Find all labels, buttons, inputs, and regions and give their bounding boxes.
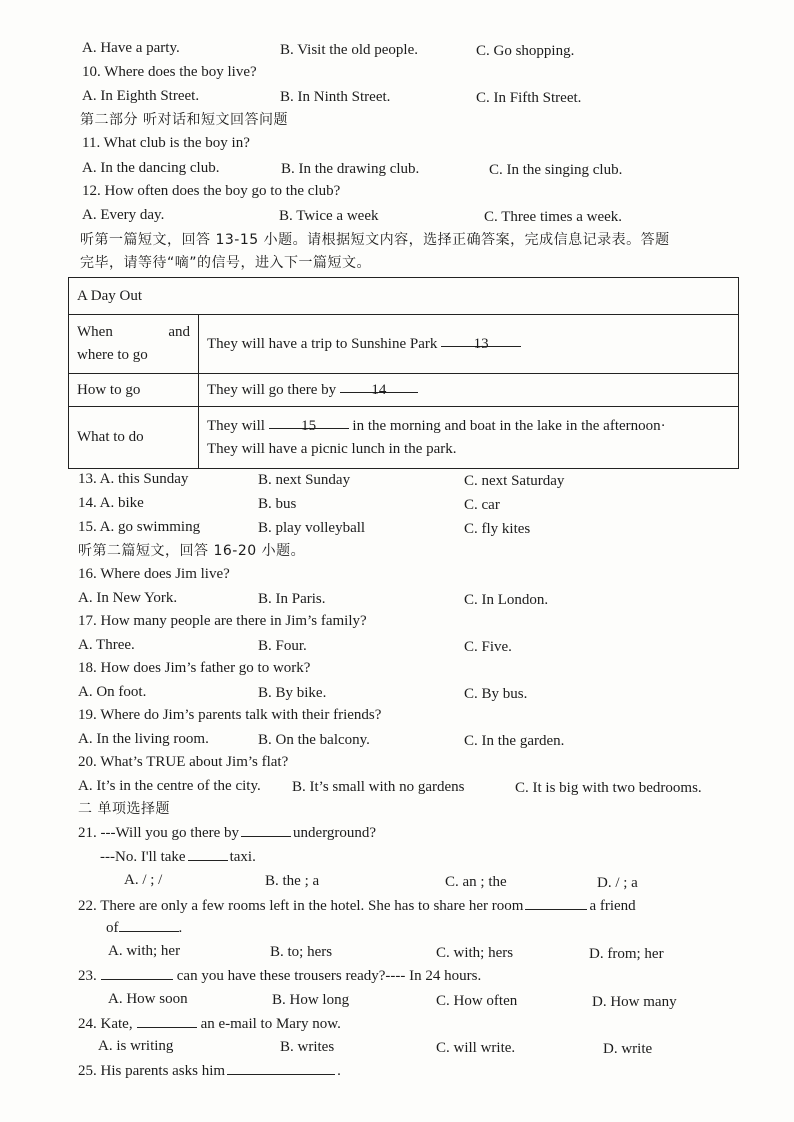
q22-option-d: D. from; her [589,946,664,962]
q12-option-c: C. Three times a week. [484,209,623,225]
q15-option-b: B. play volleyball [258,520,366,536]
q25-blank [227,1061,335,1075]
q20-stem: 20. What’s TRUE about Jim’s flat? [78,754,289,770]
q16-option-a: A. In New York. [78,590,178,606]
q23-option-c: C. How often [436,993,518,1009]
q10-stem: 10. Where does the boy live? [82,64,257,80]
part2-heading: 第二部分 听对话和短文回答问题 [80,112,288,128]
q17-option-b: B. Four. [258,638,307,654]
q11-option-c: C. In the singing club. [489,162,623,178]
table-label-how-to-go: How to go [69,374,199,407]
q24-option-a: A. is writing [98,1038,174,1054]
q15-option-a: 15. A. go swimming [78,519,201,535]
table-cell-how-to-go: They will go there by 14 [199,374,739,407]
q9-option-b: B. Visit the old people. [280,42,418,58]
q10-option-c: C. In Fifth Street. [476,90,582,106]
q19-option-a: A. In the living room. [78,731,209,747]
q21-option-c: C. an ; the [445,874,507,890]
q18-option-a: A. On foot. [78,684,147,700]
q17-option-a: A. Three. [78,637,135,653]
q19-option-c: C. In the garden. [464,733,565,749]
q24-blank [137,1014,197,1028]
q21-option-a: A. / ; / [124,872,163,888]
q13-option-b: B. next Sunday [258,472,351,488]
q20-option-c: C. It is big with two bedrooms. [515,780,702,796]
q11-stem: 11. What club is the boy in? [82,135,250,151]
q15-option-c: C. fly kites [464,521,531,537]
q21-line-2: ---No. I'll take taxi. [100,849,256,865]
q9-option-a: A. Have a party. [82,40,180,56]
q21-blank-1 [241,823,291,837]
q16-option-c: C. In London. [464,592,549,608]
q24-stem: 24. Kate, an e-mail to Mary now. [78,1016,341,1032]
q23-option-d: D. How many [592,994,677,1010]
q14-option-b: B. bus [258,496,297,512]
blank-14: 14 [340,379,418,393]
instruction-passage-1-line-2: 完毕，请等待“嘀”的信号，进入下一篇短文。 [80,255,372,271]
q14-option-a: 14. A. bike [78,495,144,511]
q22-blank-1 [525,896,587,910]
q16-option-b: B. In Paris. [258,591,326,607]
q22-option-a: A. with; her [108,943,181,959]
table-title: A Day Out [69,278,739,315]
section-2-heading: 二 单项选择题 [78,801,170,817]
q13-option-a: 13. A. this Sunday [78,471,189,487]
table-cell-what-to-do: They will 15 in the morning and boat in the lake in the afternoon· They will have a picnic lunch in the park. [199,407,739,469]
q11-option-a: A. In the dancing club. [82,160,220,176]
q19-stem: 19. Where do Jim’s parents talk with their friends? [78,707,382,723]
q22-line-2: of . [106,920,183,936]
q18-stem: 18. How does Jim’s father go to work? [78,660,311,676]
q18-option-c: C. By bus. [464,686,528,702]
q22-line-1: 22. There are only a few rooms left in the hotel. She has to share her room a friend [78,898,636,914]
q16-stem: 16. Where does Jim live? [78,566,230,582]
q12-option-a: A. Every day. [82,207,165,223]
instruction-passage-2: 听第二篇短文，回答 16-20 小题。 [78,543,306,559]
q12-stem: 12. How often does the boy go to the club? [82,183,341,199]
q21-option-b: B. the ; a [265,873,320,889]
blank-15: 15 [269,415,349,429]
q12-option-b: B. Twice a week [279,208,379,224]
q10-option-a: A. In Eighth Street. [82,88,200,104]
q23-option-b: B. How long [272,992,350,1008]
q21-option-d: D. / ; a [597,875,638,891]
q21-line-1: 21. ---Will you go there by underground? [78,825,377,841]
q24-option-b: B. writes [280,1039,335,1055]
table-label-when-where: When and where to go [69,315,199,374]
q23-stem: 23. can you have these trousers ready?---- In 24 hours. [78,968,482,984]
q17-stem: 17. How many people are there in Jim’s family? [78,613,367,629]
q17-option-c: C. Five. [464,639,512,655]
day-out-info-table [68,277,739,469]
blank-13: 13 [441,333,521,347]
q11-option-b: B. In the drawing club. [281,161,420,177]
q14-option-c: C. car [464,497,500,513]
q18-option-b: B. By bike. [258,685,327,701]
q20-option-b: B. It’s small with no gardens [292,779,465,795]
q10-option-b: B. In Ninth Street. [280,89,391,105]
q21-blank-2 [188,847,228,861]
q20-option-a: A. It’s in the centre of the city. [78,778,261,794]
q22-blank-2 [119,918,179,932]
q24-option-d: D. write [603,1041,653,1057]
q25-stem: 25. His parents asks him . [78,1063,341,1079]
q24-option-c: C. will write. [436,1040,516,1056]
q22-option-c: C. with; hers [436,945,514,961]
q23-blank [101,966,173,980]
table-label-what-to-do: What to do [69,407,199,469]
q23-option-a: A. How soon [108,991,188,1007]
q9-option-c: C. Go shopping. [476,43,575,59]
q22-option-b: B. to; hers [270,944,333,960]
table-cell-when-where: They will have a trip to Sunshine Park 13 [199,315,739,374]
instruction-passage-1-line-1: 听第一篇短文，回答 13-15 小题。请根据短文内容，选择正确答案，完成信息记录表。答题 [80,232,670,248]
q19-option-b: B. On the balcony. [258,732,370,748]
q13-option-c: C. next Saturday [464,473,565,489]
